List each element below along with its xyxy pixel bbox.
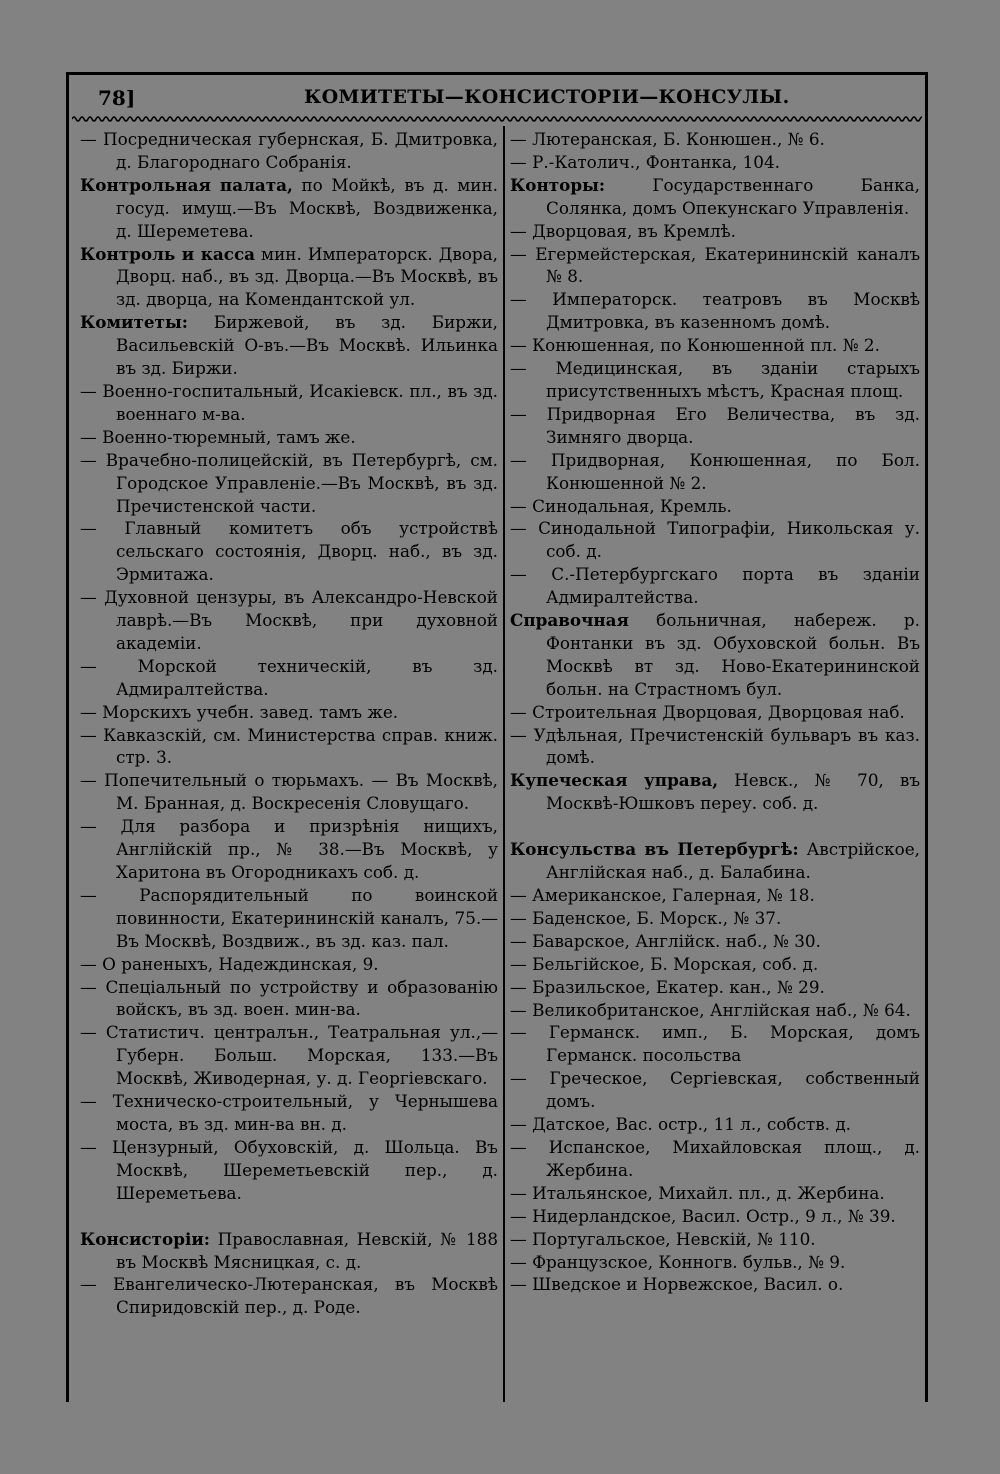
entry-heading: Справочная [510, 610, 629, 631]
directory-entry [510, 724, 920, 770]
directory-entry [80, 128, 498, 174]
entry-text: — Синодальная, Кремль. [510, 495, 732, 516]
directory-entry [80, 311, 498, 380]
directory-entry [510, 563, 920, 609]
entry-text: — Посредническая губернская, Б. Дмитровка, д. Благороднаго Собранія. [80, 129, 498, 172]
entry-heading: Конторы: [510, 174, 606, 195]
directory-entry [510, 128, 920, 151]
directory-entry [80, 517, 498, 586]
entry-heading: Комитеты: [80, 312, 188, 333]
directory-entry [510, 517, 920, 563]
directory-entry [510, 884, 920, 907]
entry-text: — Португальское, Невскій, № 110. [510, 1228, 816, 1249]
directory-entry [80, 976, 498, 1022]
entry-text: — Егермейстерская, Екатерининскій каналъ № 8. [510, 243, 920, 287]
directory-entry [510, 357, 920, 403]
directory-entry [80, 769, 498, 815]
entry-text: — Бельгійское, Б. Морская, соб. д. [510, 953, 819, 974]
directory-entry [80, 1021, 498, 1090]
entry-text: — Конюшенная, по Конюшенной пл. № 2. [510, 335, 880, 356]
entry-text: — Американское, Галерная, № 18. [510, 885, 815, 905]
entry-text: — Итальянское, Михайл. пл., д. Жербина. [510, 1182, 885, 1203]
entry-text: — Великобританское, Англійская наб., № 64. [510, 999, 911, 1020]
entry-text: — Статистич. централън., Театральная ул.,—Губерн. Больш. Морская, 133.—Въ Москвѣ, Живодерная, у. д. Георгіевскаго. [80, 1022, 498, 1089]
entry-text: — Нидерландское, Васил. Остр., 9 л., № 39. [510, 1205, 896, 1226]
wavy-divider [72, 114, 922, 124]
entry-heading: Купеческая управа, [510, 770, 719, 791]
entry-heading: Консульства въ Петербургѣ: [510, 839, 799, 860]
directory-entry [510, 449, 920, 495]
entry-text: — Баварское, Англійск. наб., № 30. [510, 930, 821, 951]
directory-entry [80, 884, 498, 953]
entry-text: — Строительная Дворцовая, Дворцовая наб. [510, 701, 905, 722]
entry-heading: Контроль и касса [80, 243, 256, 264]
entry-text: — Р.-Католич., Фонтанка, 104. [510, 151, 780, 172]
directory-entry [510, 151, 920, 174]
entry-text: — Французское, Конногв. бульв., № 9. [510, 1251, 846, 1272]
directory-entry [80, 1228, 498, 1274]
page-header [72, 86, 922, 114]
entry-text: — Кавказскій, см. Министерства справ. книж. стр. 3. [80, 724, 498, 768]
directory-entry [510, 243, 920, 289]
entry-text: — Духовной цензуры, въ Александро-Невской лаврѣ.—Въ Москвѣ, при духовной академіи. [80, 587, 498, 653]
entry-text: по Мойкѣ, въ д. мин. госуд. имущ.—Въ Москвѣ, Воздвиженка, д. Шереметева. [116, 174, 498, 241]
entry-text: — Баденское, Б. Морск., № 37. [510, 907, 782, 928]
entry-text: — Морскихъ учебн. завед. тамъ же. [80, 701, 399, 722]
section-gap [510, 815, 920, 838]
directory-entry [80, 426, 498, 449]
entry-text: — Для разбора и призрѣнія нищихъ, Англійскій пр., № 38.—Въ Москвѣ, у Харитона въ Огородникахъ соб. д. [80, 816, 498, 882]
right-column [510, 128, 920, 1296]
directory-entry [510, 220, 920, 243]
entry-text: — С.-Петербургскаго порта въ зданіи Адмиралтейства. [510, 564, 920, 608]
entry-text: — Врачебно-полицейскій, въ Петербургѣ, см. Городское Управленіе.—Въ Москвѣ, въ зд. Пречистенской части. [80, 449, 498, 516]
entry-text: больничная, набереж. р. Фонтанки въ зд. Обуховской больн. Въ Москвѣ вт зд. Ново-Екатерининской больн. на Страстномъ бул. [546, 610, 920, 699]
entry-text: Государственнаго Банка, Солянка, домъ Опекунскаго Управленія. [546, 174, 920, 218]
directory-entry [510, 1021, 920, 1067]
directory-entry [510, 1182, 920, 1205]
entry-text: — Придворная Его Величества, въ зд. Зимняго дворца. [510, 403, 920, 447]
entry-text: — Техническо-строительный, у Чернышева моста, въ зд. мин-ва вн. д. [80, 1091, 498, 1134]
entry-text: — Военно-госпитальный, Исакіевск. пл., въ зд. военнаго м-ва. [80, 380, 498, 424]
entry-text: — Морской техническій, въ зд. Адмиралтейства. [80, 655, 498, 699]
entry-text: — Попечительный о тюрьмахъ. — Въ Москвѣ, М. Бранная, д. Воскресенія Словущаго. [80, 770, 498, 814]
directory-entry [80, 655, 498, 701]
directory-entry [510, 907, 920, 930]
entry-text: — Цензурный, Обуховскій, д. Шольца. Въ Москвѣ, Шереметьевскій пер., д. Шереметьева. [80, 1136, 498, 1203]
directory-entry [510, 1113, 920, 1136]
directory-entry [80, 449, 498, 518]
directory-entry [510, 1273, 920, 1296]
directory-entry [80, 174, 498, 243]
entry-text: — Евангелическо-Лютеранская, въ Москвѣ Спиридовскій пер., д. Роде. [80, 1274, 498, 1318]
entry-heading: Консисторіи: [80, 1228, 210, 1249]
directory-entry [80, 380, 498, 426]
entry-text: Православная, Невскій, № 188 въ Москвѣ Мясницкая, с. д. [116, 1228, 498, 1272]
section-gap [80, 1205, 498, 1228]
directory-entry [510, 1205, 920, 1228]
directory-entry [510, 495, 920, 518]
entry-text: Австрійское, Англійская наб., д. Балабина. [546, 839, 920, 883]
frame-left-rule [66, 72, 69, 1402]
directory-entry [510, 701, 920, 724]
directory-entry [510, 609, 920, 701]
entry-text: Биржевой, въ зд. Биржи, Васильевскій О-въ.—Въ Москвѣ. Ильинка въ зд. Биржи. [116, 312, 498, 379]
left-column [80, 128, 498, 1319]
entry-text: — Синодальной Типографіи, Никольская у. соб. д. [510, 518, 920, 562]
entry-text: — Датское, Вас. остр., 11 л., собств. д. [510, 1114, 851, 1135]
directory-entry [510, 930, 920, 953]
directory-entry [510, 403, 920, 449]
directory-entry [510, 769, 920, 815]
directory-entry [510, 1251, 920, 1274]
entry-text: — Спеціальный по устройству и образованію войскъ, въ зд. воен. мин-ва. [80, 976, 498, 1020]
entry-text: — Германск. имп., Б. Морская, домъ Германск. посольства [510, 1022, 920, 1066]
entry-text: — Шведское и Норвежское, Васил. о. [510, 1274, 844, 1295]
entry-text: — Придворная, Конюшенная, по Бол. Конюшенной № 2. [510, 449, 920, 493]
entry-text: — Лютеранская, Б. Конюшен., № 6. [510, 129, 825, 149]
directory-entry [510, 334, 920, 357]
entry-text: — Испанское, Михайловская площ., д. Жербина. [510, 1136, 920, 1180]
directory-entry [510, 953, 920, 976]
directory-entry [80, 815, 498, 884]
directory-entry [510, 838, 920, 884]
entry-text: — Распорядительный по воинской повинности, Екатерининскій каналъ, 75.—Въ Москвѣ, Воздвиж., въ зд. каз. пал. [80, 884, 498, 951]
entry-text: — Медицинская, въ зданіи старыхъ присутственныхъ мѣстъ, Красная площ. [510, 358, 920, 401]
directory-entry [510, 999, 920, 1022]
directory-entry [80, 724, 498, 770]
directory-entry [510, 1067, 920, 1113]
page-number: 78] [98, 86, 136, 110]
entry-heading: Контрольная палата, [80, 174, 293, 195]
entry-text: — Императорск. театровъ въ Москвѣ Дмитровка, въ казенномъ домѣ. [510, 289, 920, 333]
directory-entry [510, 976, 920, 999]
entry-text: Невск., № 70, въ Москвѣ-Юшковъ переу. соб. д. [546, 770, 920, 814]
directory-entry [80, 701, 498, 724]
entry-text: — О раненыхъ, Надеждинская, 9. [80, 953, 379, 974]
frame-right-rule [925, 72, 928, 1402]
entry-text: — Главный комитетъ объ устройствѣ сельскаго состоянія, Дворц. наб., въ зд. Эрмитажа. [80, 518, 498, 585]
entry-text: — Удѣльная, Пречистенскій бульваръ въ каз. домѣ. [510, 724, 920, 768]
directory-entry [510, 1228, 920, 1251]
directory-entry [80, 953, 498, 976]
running-title: КОМИТЕТЫ—КОНСИСТОРІИ—КОНСУЛЫ. [304, 86, 790, 108]
directory-entry [80, 243, 498, 312]
entry-text: — Дворцовая, въ Кремлѣ. [510, 220, 736, 241]
entry-text: — Бразильское, Екатер. кан., № 29. [510, 976, 825, 997]
directory-entry [80, 1136, 498, 1205]
directory-entry [80, 586, 498, 655]
entry-text: — Военно-тюремный, тамъ же. [80, 426, 356, 447]
directory-entry [80, 1273, 498, 1319]
directory-entry [510, 174, 920, 220]
directory-entry [510, 288, 920, 334]
frame-top-rule [66, 72, 928, 75]
entry-text: — Греческое, Сергіевская, собственный домъ. [510, 1068, 920, 1112]
entry-text: мин. Императорск. Двора, Дворц. наб., въ зд. Дворца.—Въ Москвѣ, въ зд. дворца, на Комендантской ул. [116, 243, 498, 310]
directory-entry [80, 1090, 498, 1136]
column-divider [503, 126, 505, 1402]
directory-entry [510, 1136, 920, 1182]
